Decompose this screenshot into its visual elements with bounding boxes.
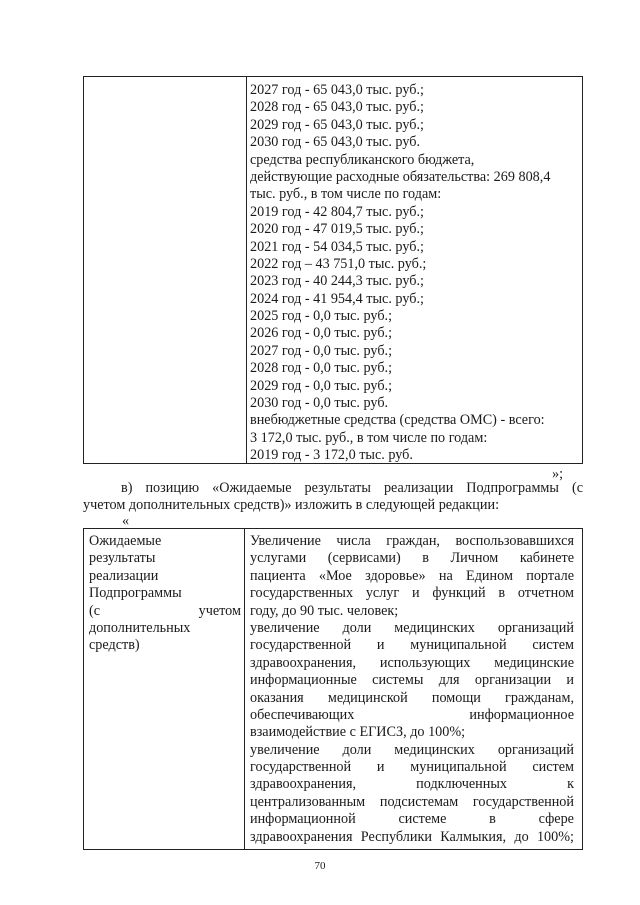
funding-line: 2019 год - 42 804,7 тыс. руб.; xyxy=(250,203,424,220)
expected-results-column xyxy=(250,533,574,846)
result-line: здравоохранения Республики Калмыкия, до 100%; xyxy=(250,828,574,845)
result-line: увеличение доли медицинских организаций xyxy=(250,741,574,758)
result-line: пациента «Мое здоровье» на Едином портале xyxy=(250,567,574,584)
funding-details-column xyxy=(250,82,580,465)
funding-line: 2023 год - 40 244,3 тыс. руб.; xyxy=(250,273,424,290)
funding-line: средства республиканского бюджета, xyxy=(250,151,475,168)
closing-quote: »; xyxy=(552,466,564,482)
result-line: здравоохранения, подключенных к xyxy=(250,776,574,793)
instruction-paragraph xyxy=(83,480,583,515)
result-line: государственных услуг и функций в отчетном xyxy=(250,585,574,602)
result-line: здравоохранения, использующих медицинские xyxy=(250,654,574,671)
funding-line: 2022 год – 43 751,0 тыс. руб.; xyxy=(250,255,427,272)
funding-line: 2030 год - 0,0 тыс. руб. xyxy=(250,395,389,412)
result-line: увеличение доли медицинских организаций xyxy=(250,619,574,636)
funding-line: 2029 год - 0,0 тыс. руб.; xyxy=(250,377,393,394)
column-divider xyxy=(246,77,247,463)
position-name-line: результаты xyxy=(89,550,156,567)
result-line: централизованным подсистемам государственной xyxy=(250,793,574,810)
page-number: 70 xyxy=(314,860,326,872)
funding-line: 2021 год - 54 034,5 тыс. руб.; xyxy=(250,238,424,255)
result-line: Увеличение числа граждан, воспользовавшихся xyxy=(250,533,574,549)
position-name-line: Ожидаемые xyxy=(89,533,162,549)
result-line: государственной и муниципальной систем xyxy=(250,759,574,776)
result-line: году, до 90 тыс. человек; xyxy=(250,602,399,619)
result-line: информационные системы для организации и xyxy=(250,672,574,689)
funding-line: 2028 год - 0,0 тыс. руб.; xyxy=(250,360,393,377)
position-name-line: реализации xyxy=(89,567,159,584)
instruction-line-2: учетом дополнительных средств)» изложить в следующей редакции: xyxy=(83,497,500,514)
opening-quote: « xyxy=(122,513,130,529)
funding-line: внебюджетные средства (средства ОМС) - всего: xyxy=(250,412,545,429)
position-name-column xyxy=(89,533,241,655)
result-line: услугами (сервисами) в Личном кабинете xyxy=(250,550,574,567)
result-line: взаимодействие с ЕГИСЗ, до 100%; xyxy=(250,724,466,741)
funding-line: 2027 год - 65 043,0 тыс. руб.; xyxy=(250,82,424,98)
funding-line: тыс. руб., в том числе по годам: xyxy=(250,186,442,203)
position-name-line: дополнительных xyxy=(89,619,191,636)
funding-line: действующие расходные обязательства: 269 808,4 xyxy=(250,168,551,185)
funding-line: 2028 год - 65 043,0 тыс. руб.; xyxy=(250,99,424,116)
expected-results-table xyxy=(83,528,583,850)
funding-line: 2027 год - 0,0 тыс. руб.; xyxy=(250,342,393,359)
funding-line: 2029 год - 65 043,0 тыс. руб.; xyxy=(250,116,424,133)
instruction-line-1: в) позицию «Ожидаемые результаты реализации Подпрограммы (с xyxy=(121,480,583,496)
funding-line: 3 172,0 тыс. руб., в том числе по годам: xyxy=(250,429,488,446)
result-line: оказания медицинской помощи гражданам, xyxy=(250,689,574,706)
funding-line: 2030 год - 65 043,0 тыс. руб. xyxy=(250,134,421,151)
funding-line: 2025 год - 0,0 тыс. руб.; xyxy=(250,308,393,325)
result-line: информационной системе в сфере xyxy=(250,811,574,828)
result-line: государственной и муниципальной систем xyxy=(250,637,574,654)
position-name-line: (с учетом xyxy=(89,602,241,619)
funding-line: 2019 год - 3 172,0 тыс. руб. xyxy=(250,447,413,464)
column-divider xyxy=(244,529,245,849)
funding-line: 2020 год - 47 019,5 тыс. руб.; xyxy=(250,221,424,238)
result-line: обеспечивающих информационное xyxy=(250,706,574,723)
funding-line: 2024 год - 41 954,4 тыс. руб.; xyxy=(250,290,424,307)
position-name-line: средств) xyxy=(89,637,140,654)
position-name-line: Подпрограммы xyxy=(89,585,182,602)
funding-line: 2026 год - 0,0 тыс. руб.; xyxy=(250,325,393,342)
funding-table xyxy=(83,76,583,464)
